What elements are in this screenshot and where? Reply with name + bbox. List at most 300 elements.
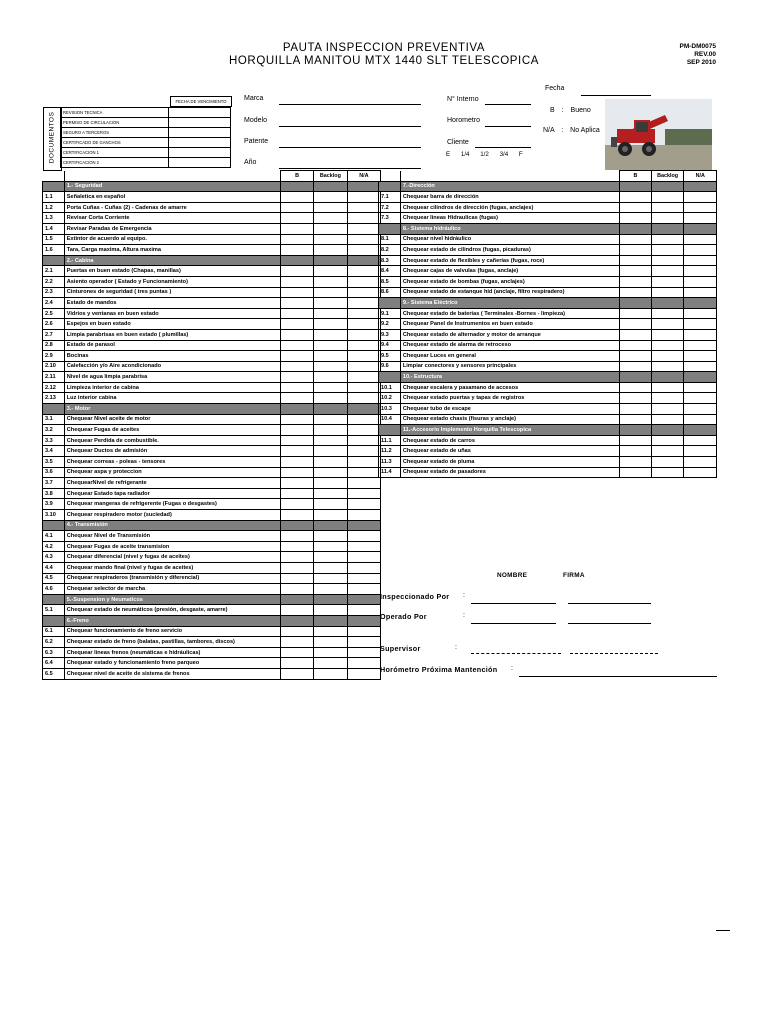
marca-field[interactable] <box>279 104 421 105</box>
check-cell-na[interactable] <box>347 287 380 298</box>
check-cell-b[interactable] <box>620 446 651 457</box>
check-cell-backlog[interactable] <box>651 457 684 468</box>
document-due-date-cell[interactable] <box>169 158 231 168</box>
check-cell-na[interactable] <box>684 202 717 213</box>
check-cell-na[interactable] <box>684 329 717 340</box>
check-cell-na[interactable] <box>684 234 717 245</box>
item-number <box>43 255 65 266</box>
check-cell-na[interactable] <box>347 467 380 478</box>
check-cell-na[interactable] <box>684 414 717 425</box>
item-number: 4.4 <box>43 562 65 573</box>
check-cell-na[interactable] <box>684 266 717 277</box>
fuel-quarter[interactable]: 1/4 <box>460 151 470 158</box>
fuel-gauge[interactable] <box>446 151 523 158</box>
check-cell-backlog[interactable] <box>314 510 348 521</box>
check-cell-backlog[interactable] <box>314 552 348 563</box>
check-cell-backlog[interactable] <box>314 340 348 351</box>
check-cell-b[interactable] <box>281 435 314 446</box>
item-number: 5.1 <box>43 605 65 616</box>
check-cell-backlog[interactable] <box>314 658 348 669</box>
check-cell-backlog[interactable] <box>314 192 348 203</box>
check-cell-b[interactable] <box>620 287 651 298</box>
check-cell-b[interactable] <box>620 319 651 330</box>
check-cell-na[interactable] <box>684 276 717 287</box>
check-cell-na[interactable] <box>684 457 717 468</box>
section-blank-cell <box>651 223 684 234</box>
inspeccionado-label: Inspeccionado Por <box>380 592 450 601</box>
document-due-date-cell[interactable] <box>169 118 231 128</box>
check-cell-backlog[interactable] <box>651 446 684 457</box>
check-cell-b[interactable] <box>281 531 314 542</box>
check-cell-b[interactable] <box>620 255 651 266</box>
check-cell-na[interactable] <box>347 531 380 542</box>
check-cell-b[interactable] <box>281 276 314 287</box>
check-cell-b[interactable] <box>620 266 651 277</box>
fuel-full[interactable]: F <box>518 151 523 158</box>
check-cell-backlog[interactable] <box>651 202 684 213</box>
checklist-row <box>43 213 381 224</box>
document-due-date-cell[interactable] <box>169 128 231 138</box>
item-description: Puertas en buen estado (Chapas, manillas) <box>64 266 280 277</box>
check-cell-backlog[interactable] <box>314 382 348 393</box>
check-cell-backlog[interactable] <box>651 287 684 298</box>
fuel-half[interactable]: 1/2 <box>480 151 489 158</box>
check-cell-na[interactable] <box>347 192 380 203</box>
section-blank-cell <box>314 520 348 531</box>
check-cell-b[interactable] <box>281 552 314 563</box>
check-cell-b[interactable] <box>620 340 651 351</box>
check-cell-b[interactable] <box>281 340 314 351</box>
supervisor-nombre-field[interactable] <box>471 653 561 654</box>
item-number: 4.1 <box>43 531 65 542</box>
header-blank <box>379 171 401 182</box>
section-blank-cell <box>314 255 348 266</box>
document-due-date-cell[interactable] <box>169 138 231 148</box>
check-cell-b[interactable] <box>281 626 314 637</box>
check-cell-na[interactable] <box>347 351 380 362</box>
check-cell-na[interactable] <box>684 213 717 224</box>
check-cell-backlog[interactable] <box>314 351 348 362</box>
operado-firma-field[interactable] <box>568 623 651 624</box>
check-cell-na[interactable] <box>684 192 717 203</box>
patente-field[interactable] <box>279 147 421 148</box>
document-name: PERMISO DE CIRCULACION <box>61 118 169 128</box>
check-cell-b[interactable] <box>281 319 314 330</box>
check-cell-backlog[interactable] <box>314 414 348 425</box>
item-number: 4.5 <box>43 573 65 584</box>
fuel-three-quarter[interactable]: 3/4 <box>499 151 509 158</box>
check-cell-backlog[interactable] <box>651 213 684 224</box>
check-cell-na[interactable] <box>347 457 380 468</box>
check-cell-na[interactable] <box>684 255 717 266</box>
check-cell-na[interactable] <box>347 647 380 658</box>
check-cell-b[interactable] <box>281 308 314 319</box>
check-cell-b[interactable] <box>281 351 314 362</box>
check-cell-backlog[interactable] <box>314 478 348 489</box>
item-number: 10.1 <box>379 382 401 393</box>
check-cell-backlog[interactable] <box>651 340 684 351</box>
check-cell-b[interactable] <box>620 351 651 362</box>
checklist-row <box>379 276 717 287</box>
item-number: 8.6 <box>379 287 401 298</box>
modelo-field[interactable] <box>279 126 421 127</box>
check-cell-na[interactable] <box>347 446 380 457</box>
document-due-date-cell[interactable] <box>169 148 231 158</box>
check-cell-b[interactable] <box>281 573 314 584</box>
check-cell-na[interactable] <box>684 361 717 372</box>
item-description: Chequear Estado tapa radiador <box>64 488 280 499</box>
inspeccionado-nombre-field[interactable] <box>471 603 556 604</box>
check-cell-na[interactable] <box>347 382 380 393</box>
horometro-prox-field[interactable] <box>519 676 717 677</box>
check-cell-backlog[interactable] <box>651 435 684 446</box>
item-number: 2.8 <box>43 340 65 351</box>
check-cell-b[interactable] <box>620 393 651 404</box>
section-blank-cell <box>651 372 684 383</box>
document-name: CERTIFICACION 1 <box>61 148 169 158</box>
check-cell-backlog[interactable] <box>314 584 348 595</box>
check-cell-na[interactable] <box>347 541 380 552</box>
check-cell-backlog[interactable] <box>651 308 684 319</box>
check-cell-na[interactable] <box>347 223 380 234</box>
column-header-row <box>43 171 381 182</box>
check-cell-backlog[interactable] <box>314 573 348 584</box>
check-cell-na[interactable] <box>347 276 380 287</box>
checklist-row <box>43 510 381 521</box>
check-cell-backlog[interactable] <box>314 605 348 616</box>
check-cell-backlog[interactable] <box>314 467 348 478</box>
check-cell-b[interactable] <box>620 213 651 224</box>
check-cell-b[interactable] <box>281 446 314 457</box>
check-cell-na[interactable] <box>347 573 380 584</box>
section-title: 5.-Suspension y Neumaticos <box>64 594 280 605</box>
column-header-backlog: Backlog <box>314 171 348 182</box>
item-description: Chequear Ductos de admisión <box>64 446 280 457</box>
check-cell-b[interactable] <box>281 329 314 340</box>
check-cell-b[interactable] <box>620 467 651 478</box>
section-header-row <box>43 404 381 415</box>
anio-field[interactable] <box>279 168 421 169</box>
check-cell-backlog[interactable] <box>314 499 348 510</box>
check-cell-backlog[interactable] <box>314 393 348 404</box>
check-cell-backlog[interactable] <box>314 308 348 319</box>
item-number: 6.3 <box>43 647 65 658</box>
check-cell-backlog[interactable] <box>314 647 348 658</box>
check-cell-na[interactable] <box>347 668 380 679</box>
check-cell-b[interactable] <box>281 372 314 383</box>
check-cell-backlog[interactable] <box>314 298 348 309</box>
check-cell-backlog[interactable] <box>314 372 348 383</box>
check-cell-b[interactable] <box>620 329 651 340</box>
check-cell-b[interactable] <box>281 478 314 489</box>
item-number: 6.2 <box>43 637 65 648</box>
check-cell-b[interactable] <box>281 467 314 478</box>
check-cell-b[interactable] <box>620 382 651 393</box>
checklist-row <box>43 298 381 309</box>
check-cell-b[interactable] <box>281 562 314 573</box>
check-cell-backlog[interactable] <box>651 351 684 362</box>
check-cell-b[interactable] <box>620 245 651 256</box>
check-cell-b[interactable] <box>281 202 314 213</box>
check-cell-backlog[interactable] <box>314 361 348 372</box>
check-cell-b[interactable] <box>620 276 651 287</box>
section-blank-cell <box>347 594 380 605</box>
check-cell-na[interactable] <box>347 425 380 436</box>
check-cell-na[interactable] <box>347 372 380 383</box>
item-description: Chequear estado de cilindros (fugas, picaduras) <box>400 245 620 256</box>
item-description: Cinturones de seguridad ( tres puntas ) <box>64 287 280 298</box>
check-cell-backlog[interactable] <box>651 245 684 256</box>
section-blank-cell <box>684 181 717 192</box>
check-cell-backlog[interactable] <box>314 319 348 330</box>
section-blank-cell <box>281 404 314 415</box>
section-header-row <box>379 298 717 309</box>
checklist-row <box>43 478 381 489</box>
item-number: 1.3 <box>43 213 65 224</box>
check-cell-backlog[interactable] <box>314 234 348 245</box>
check-cell-backlog[interactable] <box>314 329 348 340</box>
item-number: 2.4 <box>43 298 65 309</box>
check-cell-backlog[interactable] <box>651 329 684 340</box>
check-cell-b[interactable] <box>620 234 651 245</box>
item-number: 6.5 <box>43 668 65 679</box>
item-description: Limpia parabrisas en buen estado ( plumillas) <box>64 329 280 340</box>
legend-no-aplica <box>543 127 600 134</box>
check-cell-na[interactable] <box>347 637 380 648</box>
check-cell-backlog[interactable] <box>314 562 348 573</box>
check-cell-b[interactable] <box>281 245 314 256</box>
check-cell-backlog[interactable] <box>314 266 348 277</box>
check-cell-b[interactable] <box>281 499 314 510</box>
legend-na-value: No Aplica <box>570 127 600 134</box>
check-cell-b[interactable] <box>281 510 314 521</box>
section-blank-cell <box>281 181 314 192</box>
check-cell-b[interactable] <box>620 435 651 446</box>
check-cell-b[interactable] <box>281 192 314 203</box>
check-cell-b[interactable] <box>281 298 314 309</box>
check-cell-na[interactable] <box>347 510 380 521</box>
interno-label: N° Interno <box>447 96 479 103</box>
item-description: Chequear estado de carros <box>400 435 620 446</box>
check-cell-backlog[interactable] <box>314 637 348 648</box>
check-cell-na[interactable] <box>684 393 717 404</box>
check-cell-backlog[interactable] <box>314 202 348 213</box>
check-cell-b[interactable] <box>281 414 314 425</box>
fuel-e[interactable]: E <box>446 151 451 158</box>
item-number: 7.3 <box>379 213 401 224</box>
check-cell-b[interactable] <box>620 202 651 213</box>
checklist-row <box>43 351 381 362</box>
check-cell-backlog[interactable] <box>651 382 684 393</box>
check-cell-backlog[interactable] <box>314 435 348 446</box>
checklist-row <box>43 647 381 658</box>
item-number: 3.5 <box>43 457 65 468</box>
interno-field[interactable] <box>485 104 531 105</box>
check-cell-na[interactable] <box>684 308 717 319</box>
supervisor-firma-field[interactable] <box>570 653 658 654</box>
check-cell-na[interactable] <box>347 435 380 446</box>
check-cell-backlog[interactable] <box>314 626 348 637</box>
check-cell-na[interactable] <box>347 414 380 425</box>
check-cell-na[interactable] <box>684 467 717 478</box>
check-cell-backlog[interactable] <box>651 266 684 277</box>
cliente-field[interactable] <box>475 147 531 148</box>
check-cell-backlog[interactable] <box>651 404 684 415</box>
document-due-date-cell[interactable] <box>169 108 231 118</box>
check-cell-backlog[interactable] <box>651 319 684 330</box>
check-cell-backlog[interactable] <box>314 425 348 436</box>
item-number: 1.6 <box>43 245 65 256</box>
check-cell-na[interactable] <box>347 319 380 330</box>
check-cell-na[interactable] <box>347 605 380 616</box>
check-cell-backlog[interactable] <box>651 192 684 203</box>
check-cell-b[interactable] <box>620 308 651 319</box>
fecha-label: Fecha <box>545 85 565 92</box>
check-cell-backlog[interactable] <box>314 488 348 499</box>
item-number <box>43 404 65 415</box>
check-cell-b[interactable] <box>620 192 651 203</box>
item-number: 2.13 <box>43 393 65 404</box>
check-cell-na[interactable] <box>347 584 380 595</box>
item-description: Estado de mandos <box>64 298 280 309</box>
check-cell-b[interactable] <box>281 584 314 595</box>
item-number: 9.1 <box>379 308 401 319</box>
check-cell-b[interactable] <box>281 605 314 616</box>
document-row <box>61 128 231 138</box>
check-cell-backlog[interactable] <box>651 361 684 372</box>
check-cell-na[interactable] <box>684 446 717 457</box>
check-cell-backlog[interactable] <box>651 414 684 425</box>
check-cell-na[interactable] <box>684 382 717 393</box>
check-cell-b[interactable] <box>281 541 314 552</box>
check-cell-na[interactable] <box>347 329 380 340</box>
item-description: Chequear estado de uñas <box>400 446 620 457</box>
check-cell-na[interactable] <box>347 213 380 224</box>
check-cell-na[interactable] <box>347 245 380 256</box>
check-cell-backlog[interactable] <box>651 276 684 287</box>
check-cell-backlog[interactable] <box>651 393 684 404</box>
check-cell-na[interactable] <box>684 319 717 330</box>
check-cell-na[interactable] <box>684 287 717 298</box>
check-cell-b[interactable] <box>281 223 314 234</box>
check-cell-na[interactable] <box>347 202 380 213</box>
horometro-field[interactable] <box>485 126 531 127</box>
checklist-row <box>43 668 381 679</box>
check-cell-na[interactable] <box>347 234 380 245</box>
check-cell-na[interactable] <box>347 562 380 573</box>
section-title: 11.-Accesorio Implemento Horquilla Telescopica <box>400 425 620 436</box>
check-cell-b[interactable] <box>620 457 651 468</box>
check-cell-na[interactable] <box>347 552 380 563</box>
check-cell-b[interactable] <box>281 213 314 224</box>
item-description: Chequear Fugas de aceite transmision <box>64 541 280 552</box>
check-cell-na[interactable] <box>347 626 380 637</box>
check-cell-b[interactable] <box>281 266 314 277</box>
item-description: Chequear aspa y proteccion <box>64 467 280 478</box>
item-number <box>379 425 401 436</box>
fecha-field[interactable] <box>581 95 651 96</box>
item-description: Chequear nivel hidráulico <box>400 234 620 245</box>
check-cell-backlog[interactable] <box>314 245 348 256</box>
check-cell-b[interactable] <box>620 361 651 372</box>
check-cell-na[interactable] <box>347 488 380 499</box>
check-cell-na[interactable] <box>347 266 380 277</box>
check-cell-na[interactable] <box>684 351 717 362</box>
check-cell-b[interactable] <box>281 361 314 372</box>
check-cell-na[interactable] <box>684 435 717 446</box>
document-row <box>61 158 231 168</box>
item-number: 6.4 <box>43 658 65 669</box>
check-cell-na[interactable] <box>684 245 717 256</box>
check-cell-b[interactable] <box>620 414 651 425</box>
inspeccionado-firma-field[interactable] <box>568 603 651 604</box>
checklist-row <box>379 234 717 245</box>
check-cell-na[interactable] <box>347 499 380 510</box>
check-cell-backlog[interactable] <box>314 223 348 234</box>
check-cell-b[interactable] <box>281 382 314 393</box>
documents-table <box>60 107 231 168</box>
check-cell-backlog[interactable] <box>314 541 348 552</box>
item-number: 9.4 <box>379 340 401 351</box>
item-number: 9.6 <box>379 361 401 372</box>
operado-nombre-field[interactable] <box>471 623 556 624</box>
header-blank <box>64 171 280 182</box>
check-cell-backlog[interactable] <box>314 668 348 679</box>
section-blank-cell <box>347 181 380 192</box>
check-cell-na[interactable] <box>347 340 380 351</box>
section-header-row <box>43 181 381 192</box>
check-cell-b[interactable] <box>281 234 314 245</box>
check-cell-backlog[interactable] <box>314 446 348 457</box>
check-cell-na[interactable] <box>347 308 380 319</box>
checklist-row <box>43 340 381 351</box>
item-number: 2.1 <box>43 266 65 277</box>
check-cell-na[interactable] <box>347 478 380 489</box>
checklist-row <box>379 467 717 478</box>
document-name: CERTIFICACION 2 <box>61 158 169 168</box>
check-cell-backlog[interactable] <box>314 213 348 224</box>
check-cell-na[interactable] <box>347 393 380 404</box>
check-cell-b[interactable] <box>281 457 314 468</box>
check-cell-na[interactable] <box>347 298 380 309</box>
check-cell-b[interactable] <box>281 668 314 679</box>
check-cell-na[interactable] <box>347 361 380 372</box>
check-cell-b[interactable] <box>281 287 314 298</box>
check-cell-b[interactable] <box>281 647 314 658</box>
check-cell-b[interactable] <box>281 393 314 404</box>
operado-sep: : <box>463 612 465 619</box>
check-cell-backlog[interactable] <box>651 467 684 478</box>
check-cell-backlog[interactable] <box>314 276 348 287</box>
check-cell-b[interactable] <box>281 488 314 499</box>
item-description: Chequear Panel de Instrumentos en buen estado <box>400 319 620 330</box>
check-cell-backlog[interactable] <box>651 255 684 266</box>
check-cell-b[interactable] <box>281 658 314 669</box>
check-cell-b[interactable] <box>281 425 314 436</box>
section-header-row <box>379 425 717 436</box>
check-cell-na[interactable] <box>347 658 380 669</box>
code-label: PM-DM0075 <box>679 43 716 50</box>
check-cell-na[interactable] <box>684 404 717 415</box>
check-cell-b[interactable] <box>620 404 651 415</box>
check-cell-backlog[interactable] <box>651 234 684 245</box>
check-cell-na[interactable] <box>684 340 717 351</box>
item-description: Calefacción y/o Aire acondicionado <box>64 361 280 372</box>
check-cell-backlog[interactable] <box>314 531 348 542</box>
check-cell-backlog[interactable] <box>314 287 348 298</box>
check-cell-backlog[interactable] <box>314 457 348 468</box>
check-cell-b[interactable] <box>281 637 314 648</box>
